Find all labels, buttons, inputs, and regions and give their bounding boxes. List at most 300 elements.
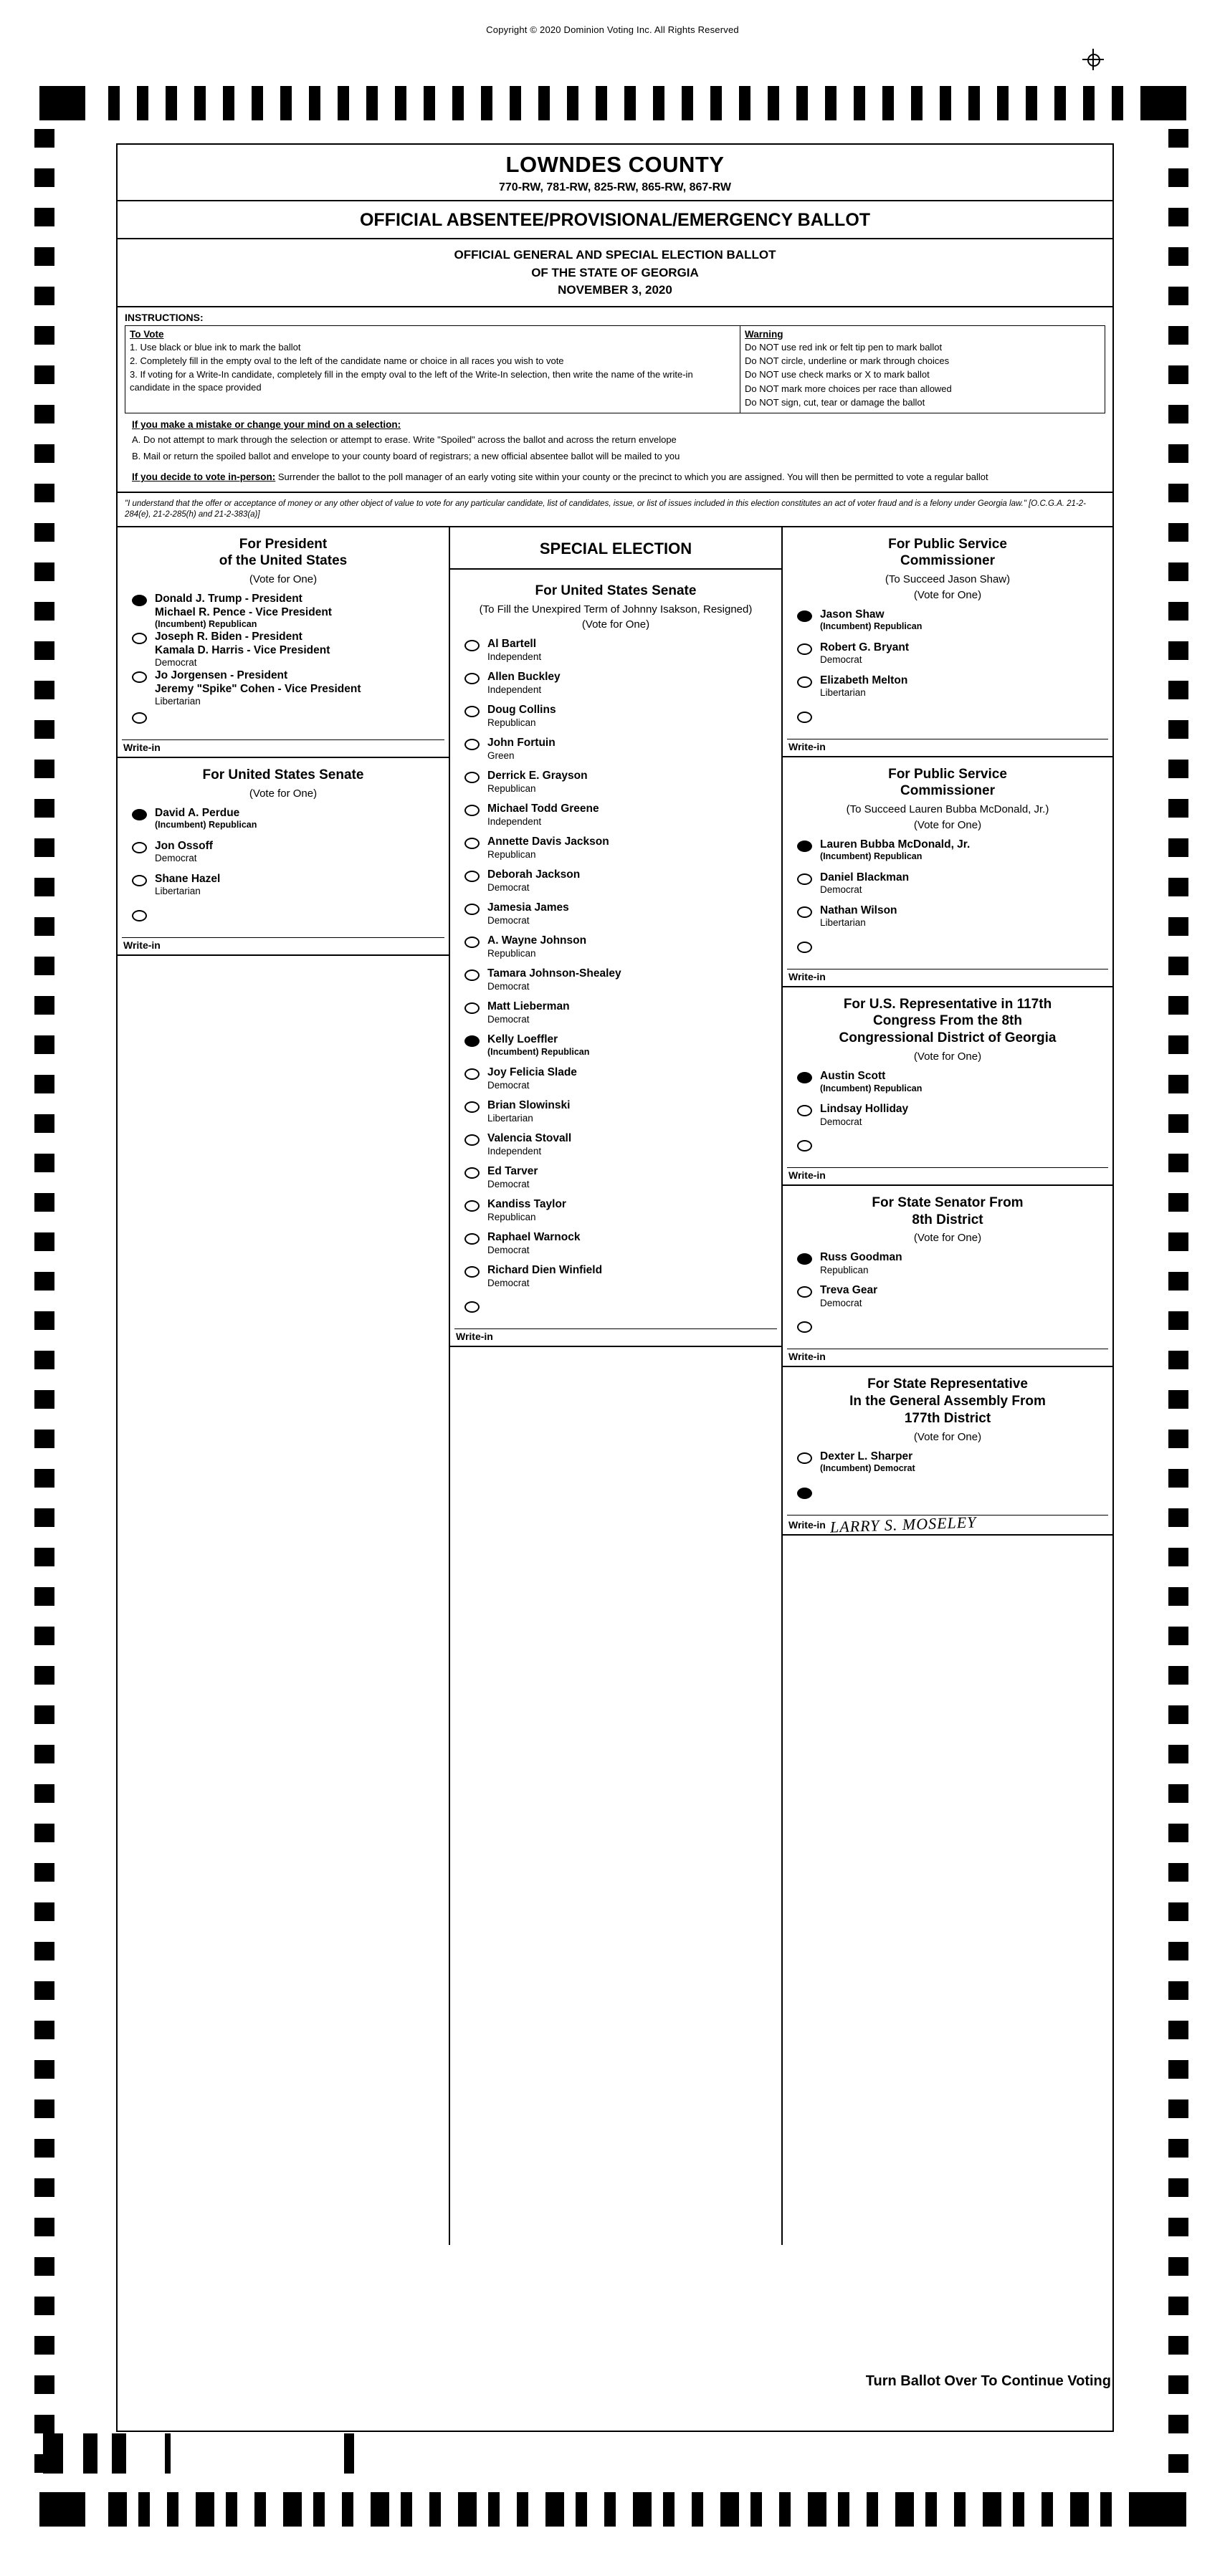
candidate-option[interactable] <box>450 1165 781 1198</box>
timing-mark <box>1168 1430 1188 1448</box>
timing-mark <box>34 681 54 699</box>
timing-mark <box>1168 720 1188 739</box>
candidate-option[interactable] <box>783 608 1112 641</box>
timing-mark <box>137 86 148 120</box>
timing-mark <box>604 2492 616 2527</box>
voter-fraud-attestation: "I understand that the offer or acceptance of money or any other object of value to vote for any particular candidate, list of candidates, issue, or list of issues included in this election constitutes an act of voter fraud and is a felony under Georgia law." [O.C.G.A. 21-2-284(e), 21-2-285(h) and 21-2-383(a)] <box>118 493 1112 527</box>
ballot-column-1 <box>118 527 450 2245</box>
write-in-label-row <box>118 938 449 954</box>
timing-mark <box>1168 1508 1188 1527</box>
timing-mark <box>401 2492 412 2527</box>
timing-mark <box>1168 1232 1188 1251</box>
candidate-name: Donald J. Trump - President <box>155 593 302 605</box>
timing-mark <box>34 1942 54 1960</box>
ballot-columns <box>118 527 1112 2245</box>
timing-mark <box>424 86 435 120</box>
candidate-oval[interactable] <box>464 1266 480 1278</box>
write-in-label-row <box>783 1168 1112 1184</box>
candidate-oval[interactable] <box>132 595 147 606</box>
timing-mark <box>710 86 722 120</box>
candidate-option[interactable] <box>450 1264 781 1297</box>
candidate-option[interactable] <box>450 803 781 835</box>
timing-mark <box>1168 1311 1188 1330</box>
contest-state-senator-8 <box>783 1186 1112 1368</box>
candidate-oval[interactable] <box>464 772 480 783</box>
timing-mark <box>488 2492 500 2527</box>
timing-mark <box>1168 2178 1188 2197</box>
candidate-party: Democrat <box>820 1116 862 1127</box>
timing-mark <box>1168 878 1188 896</box>
contest-vote-for: (Vote for One) <box>913 1050 982 1063</box>
official-ballot-title: OFFICIAL ABSENTEE/PROVISIONAL/EMERGENCY BALLOT <box>118 201 1112 239</box>
candidate-party: Independent <box>487 1146 542 1157</box>
candidate-option[interactable] <box>783 1284 1112 1317</box>
timing-mark <box>34 720 54 739</box>
timing-mark <box>34 838 54 857</box>
timing-mark <box>34 523 54 542</box>
write-in-oval[interactable] <box>797 1321 812 1333</box>
write-in-option[interactable] <box>450 1297 781 1326</box>
candidate-oval[interactable] <box>132 842 147 853</box>
candidate-party: (Incumbent) Republican <box>820 851 923 862</box>
timing-mark <box>34 917 54 936</box>
candidate-oval[interactable] <box>797 611 812 622</box>
candidate-oval[interactable] <box>464 871 480 882</box>
candidate-name: Joseph R. Biden - President <box>155 630 302 643</box>
inperson-text: Surrender the ballot to the poll manager of an early voting site within your county or the precinct to which you are assigned. You will then be permitted to vote a regular ballot <box>277 471 988 483</box>
timing-mark <box>1168 2218 1188 2236</box>
timing-mark <box>968 86 980 120</box>
timing-mark <box>1168 1587 1188 1606</box>
timing-mark <box>34 1902 54 1921</box>
candidate-oval[interactable] <box>132 875 147 886</box>
timing-mark <box>39 86 85 120</box>
candidate-oval[interactable] <box>464 706 480 717</box>
timing-mark <box>34 1548 54 1566</box>
candidate-option[interactable] <box>450 868 781 901</box>
timing-mark <box>1168 1390 1188 1409</box>
write-in-oval[interactable] <box>132 712 147 724</box>
write-in-option[interactable] <box>118 906 449 934</box>
timing-mark <box>1168 1193 1188 1212</box>
candidate-party: Libertarian <box>820 687 866 699</box>
candidate-oval[interactable] <box>464 1134 480 1146</box>
candidate-oval[interactable] <box>464 838 480 849</box>
contest-us-senate-regular <box>118 758 449 956</box>
candidate-name: Kelly Loeffler <box>487 1033 558 1046</box>
candidate-name: Annette Davis Jackson <box>487 835 609 848</box>
candidate-oval[interactable] <box>464 1101 480 1113</box>
timing-mark <box>911 86 923 120</box>
timing-mark <box>1026 86 1037 120</box>
candidate-option[interactable] <box>450 1033 781 1066</box>
candidate-party: (Incumbent) Democrat <box>820 1463 915 1474</box>
timing-mark <box>779 2492 791 2527</box>
timing-mark <box>34 2257 54 2276</box>
timing-mark <box>1168 1863 1188 1882</box>
timing-mark <box>34 1272 54 1291</box>
candidate-oval[interactable] <box>464 1035 480 1047</box>
candidate-oval[interactable] <box>797 1452 812 1464</box>
candidate-oval[interactable] <box>797 1286 812 1298</box>
timing-mark <box>34 2139 54 2158</box>
timing-mark <box>596 86 607 120</box>
timing-mark <box>1168 917 1188 936</box>
timing-mark <box>567 86 578 120</box>
candidate-option[interactable] <box>450 967 781 1000</box>
candidate-option[interactable] <box>450 1066 781 1099</box>
timing-mark <box>854 86 865 120</box>
timing-mark <box>34 996 54 1015</box>
candidate-party: Democrat <box>820 1298 862 1309</box>
timing-mark <box>34 1745 54 1763</box>
write-in-oval[interactable] <box>797 1488 812 1499</box>
candidate-option[interactable] <box>118 840 449 873</box>
write-in-label-row <box>783 1513 1112 1536</box>
timing-mark <box>983 2492 1001 2527</box>
timing-mark <box>254 2492 266 2527</box>
candidate-party: Republican <box>487 717 536 729</box>
timing-mark <box>108 86 120 120</box>
precinct-codes: 770-RW, 781-RW, 825-RW, 865-RW, 867-RW <box>499 181 731 193</box>
timing-marks-left <box>34 129 54 2479</box>
write-in-oval[interactable] <box>797 1140 812 1151</box>
timing-mark <box>1168 1824 1188 1842</box>
timing-mark <box>895 2492 914 2527</box>
timing-mark <box>34 365 54 384</box>
write-in-label-row <box>118 740 449 757</box>
candidate-option[interactable] <box>118 593 449 631</box>
candidate-oval[interactable] <box>797 1072 812 1083</box>
candidate-option[interactable] <box>450 704 781 737</box>
timing-mark <box>1168 1351 1188 1369</box>
candidate-option[interactable] <box>783 1251 1112 1284</box>
contest-subtitle: (To Fill the Unexpired Term of Johnny Isakson, Resigned) <box>479 603 753 616</box>
candidate-name: Valencia Stovall <box>487 1132 572 1145</box>
special-election-banner: SPECIAL ELECTION <box>450 527 781 570</box>
timing-mark <box>1168 523 1188 542</box>
timing-mark <box>768 86 779 120</box>
timing-mark <box>34 878 54 896</box>
candidate-option[interactable] <box>450 934 781 967</box>
timing-mark <box>739 86 750 120</box>
timing-mark <box>34 1075 54 1093</box>
timing-mark <box>167 2492 178 2527</box>
timing-mark <box>34 957 54 975</box>
timing-mark <box>925 2492 937 2527</box>
candidate-option[interactable] <box>783 641 1112 674</box>
candidate-option[interactable] <box>783 838 1112 871</box>
candidate-running-mate: Kamala D. Harris - Vice President <box>155 643 330 656</box>
contest-vote-for: (Vote for One) <box>249 787 318 800</box>
candidate-option[interactable] <box>450 1099 781 1132</box>
candidate-oval[interactable] <box>464 904 480 915</box>
timing-mark <box>112 2433 126 2474</box>
candidate-option[interactable] <box>450 901 781 934</box>
write-in-label-row <box>450 1329 781 1346</box>
contest-title: For State Senator From 8th District <box>872 1194 1024 1227</box>
timing-mark <box>34 484 54 502</box>
candidate-option[interactable] <box>450 835 781 868</box>
candidate-name: Tamara Johnson-Shealey <box>487 967 621 980</box>
candidate-name: Austin Scott <box>820 1069 886 1082</box>
candidate-option[interactable] <box>450 1231 781 1264</box>
candidate-party: Democrat <box>155 853 197 864</box>
timing-mark <box>34 1193 54 1212</box>
timing-mark <box>34 2021 54 2039</box>
timing-mark <box>1168 2336 1188 2355</box>
timing-mark <box>1168 2139 1188 2158</box>
candidate-party: Libertarian <box>820 917 866 929</box>
timing-mark <box>34 1627 54 1645</box>
mistake-option-a: A. Do not attempt to mark through the selection or attempt to erase. Write "Spoiled" across the ballot and across the return envelope <box>132 434 677 446</box>
to-vote-item-2: 2. Completely fill in the empty oval to the left of the candidate name or choice in all races you wish to vote <box>130 355 564 367</box>
write-in-label: Write-in <box>788 1169 826 1181</box>
timing-mark <box>34 2297 54 2315</box>
candidate-name: Al Bartell <box>487 638 537 651</box>
candidate-name: Doug Collins <box>487 704 556 717</box>
contest-title: For State Representative In the General Assembly From 177th District <box>849 1376 1046 1426</box>
timing-mark <box>1168 2375 1188 2394</box>
candidate-name: Jason Shaw <box>820 608 885 621</box>
timing-mark <box>34 1981 54 2000</box>
contest-subtitle: (To Succeed Jason Shaw) <box>885 573 1011 586</box>
candidate-name: Michael Todd Greene <box>487 803 599 815</box>
candidate-option[interactable] <box>450 638 781 671</box>
candidate-oval[interactable] <box>797 676 812 688</box>
candidate-option[interactable] <box>450 770 781 803</box>
warning-item-2: Do NOT circle, underline or mark through choices <box>745 355 950 367</box>
contest-title: For United States Senate <box>535 583 697 599</box>
timing-mark <box>34 760 54 778</box>
candidate-oval[interactable] <box>464 1200 480 1212</box>
candidate-oval[interactable] <box>797 873 812 885</box>
candidate-oval[interactable] <box>464 673 480 684</box>
write-in-label-row <box>783 969 1112 986</box>
warning-box <box>740 325 1105 413</box>
candidate-oval[interactable] <box>464 739 480 750</box>
timing-mark <box>1129 2492 1140 2527</box>
copyright-notice: Copyright © 2020 Dominion Voting Inc. All Rights Reserved <box>486 24 739 35</box>
timing-mark <box>538 86 550 120</box>
timing-mark <box>34 287 54 305</box>
timing-mark <box>882 86 894 120</box>
candidate-name: Joy Felicia Slade <box>487 1066 577 1079</box>
candidate-name: Robert G. Bryant <box>820 641 910 653</box>
timing-mark <box>1168 562 1188 581</box>
timing-mark <box>481 86 492 120</box>
candidate-oval[interactable] <box>464 1167 480 1179</box>
candidate-running-mate: Michael R. Pence - Vice President <box>155 605 332 618</box>
candidate-name: Shane Hazel <box>155 872 221 885</box>
timing-mark <box>1168 681 1188 699</box>
candidate-option[interactable] <box>783 1103 1112 1136</box>
timing-mark <box>545 2492 564 2527</box>
timing-mark <box>34 2415 54 2433</box>
contest-state-rep-177 <box>783 1367 1112 1535</box>
candidate-party: Independent <box>487 651 542 663</box>
timing-mark <box>252 86 263 120</box>
candidate-party: Republican <box>820 1265 869 1276</box>
contest-title: For U.S. Representative in 117th Congress From the 8th Congressional District of Georgia <box>839 996 1057 1046</box>
timing-mark <box>1168 1548 1188 1566</box>
candidate-party: Libertarian <box>155 696 201 707</box>
write-in-option[interactable] <box>783 1317 1112 1346</box>
write-in-label: Write-in <box>788 1518 826 1531</box>
timing-mark <box>1168 1981 1188 2000</box>
candidate-option[interactable] <box>783 904 1112 937</box>
write-in-oval[interactable] <box>797 712 812 723</box>
candidate-option[interactable] <box>118 807 449 840</box>
timing-mark <box>34 562 54 581</box>
timing-mark <box>1140 86 1186 120</box>
candidate-oval[interactable] <box>797 906 812 918</box>
contest-psc-shaw <box>783 527 1112 757</box>
timing-mark <box>1168 168 1188 187</box>
candidate-oval[interactable] <box>464 640 480 651</box>
timing-mark <box>366 86 378 120</box>
candidate-option[interactable] <box>450 737 781 770</box>
write-in-option[interactable] <box>783 1136 1112 1164</box>
candidate-option[interactable] <box>783 674 1112 707</box>
candidate-oval[interactable] <box>797 1105 812 1116</box>
ballot-header <box>118 145 1112 201</box>
timing-mark <box>342 2492 353 2527</box>
timing-mark <box>720 2492 739 2527</box>
candidate-oval[interactable] <box>464 1233 480 1245</box>
candidate-option[interactable] <box>118 631 449 669</box>
general-election-title <box>118 239 1112 307</box>
candidate-party: Libertarian <box>487 1113 533 1124</box>
candidate-name: Jo Jorgensen - President <box>155 669 288 682</box>
write-in-option[interactable] <box>783 707 1112 736</box>
candidate-name: Lindsay Holliday <box>820 1102 909 1115</box>
candidate-option[interactable] <box>450 1132 781 1165</box>
timing-mark <box>682 86 693 120</box>
candidate-option[interactable] <box>450 1198 781 1231</box>
candidate-name: Matt Lieberman <box>487 1000 570 1013</box>
candidate-oval[interactable] <box>797 643 812 655</box>
candidate-oval[interactable] <box>132 809 147 820</box>
write-in-oval[interactable] <box>797 942 812 953</box>
timing-mark <box>808 2492 826 2527</box>
timing-mark <box>34 2099 54 2118</box>
candidate-oval[interactable] <box>464 805 480 816</box>
candidate-party: Democrat <box>487 882 530 894</box>
timing-mark <box>347 2433 351 2474</box>
timing-mark <box>34 1705 54 1724</box>
candidate-name: Ed Tarver <box>487 1165 538 1178</box>
contest-title: For United States Senate <box>202 767 364 783</box>
timing-mark <box>1168 1942 1188 1960</box>
timing-mark <box>34 1587 54 1606</box>
timing-mark <box>1168 838 1188 857</box>
candidate-option[interactable] <box>118 669 449 708</box>
candidate-party: Democrat <box>487 1179 530 1190</box>
timing-mark <box>34 1863 54 1882</box>
write-in-oval[interactable] <box>132 910 147 921</box>
contest-subtitle: (To Succeed Lauren Bubba McDonald, Jr.) <box>846 803 1049 816</box>
candidate-oval[interactable] <box>132 633 147 644</box>
candidate-oval[interactable] <box>132 671 147 683</box>
candidate-option[interactable] <box>450 671 781 704</box>
timing-mark <box>1168 2454 1188 2473</box>
write-in-option[interactable] <box>118 708 449 737</box>
timing-mark <box>1168 641 1188 660</box>
timing-mark <box>1168 247 1188 266</box>
timing-mark <box>138 2492 150 2527</box>
timing-mark <box>34 208 54 226</box>
timing-mark <box>34 247 54 266</box>
candidate-name: Russ Goodman <box>820 1251 902 1264</box>
candidate-name: Raphael Warnock <box>487 1231 581 1244</box>
write-in-option[interactable] <box>783 937 1112 966</box>
write-in-option[interactable] <box>783 1483 1112 1512</box>
candidate-party: Independent <box>487 684 542 696</box>
ballot-column-3 <box>783 527 1112 2245</box>
timing-mark <box>1168 2415 1188 2433</box>
warning-item-1: Do NOT use red ink or felt tip pen to mark ballot <box>745 341 943 353</box>
timing-mark <box>34 1035 54 1054</box>
candidate-oval[interactable] <box>464 969 480 981</box>
candidate-name: Jamesia James <box>487 901 569 914</box>
candidate-option[interactable] <box>783 1450 1112 1483</box>
candidate-option[interactable] <box>783 1070 1112 1103</box>
timing-mark <box>34 1232 54 1251</box>
timing-mark <box>1100 2492 1112 2527</box>
write-in-label: Write-in <box>123 939 161 951</box>
candidate-name: Brian Slowinski <box>487 1099 571 1112</box>
timing-mark <box>653 86 664 120</box>
timing-mark <box>34 1390 54 1409</box>
ballot-column-2 <box>450 527 783 2245</box>
timing-mark <box>1168 760 1188 778</box>
candidate-party: Green <box>487 750 515 762</box>
candidate-oval[interactable] <box>797 841 812 852</box>
candidate-name: Derrick E. Grayson <box>487 770 588 782</box>
timing-mark <box>1042 2492 1053 2527</box>
timing-mark <box>838 2492 849 2527</box>
general-line-1: OFFICIAL GENERAL AND SPECIAL ELECTION BALLOT <box>454 248 776 262</box>
candidate-oval[interactable] <box>797 1253 812 1265</box>
timing-mark <box>34 1351 54 1369</box>
timing-mark <box>1070 2492 1089 2527</box>
candidate-option[interactable] <box>118 873 449 906</box>
candidate-option[interactable] <box>450 1000 781 1033</box>
candidate-oval[interactable] <box>464 1002 480 1014</box>
timing-mark <box>692 2492 703 2527</box>
contest-title: For Public Service Commissioner <box>888 536 1007 569</box>
timing-mark <box>1168 1902 1188 1921</box>
candidate-party: Democrat <box>820 654 862 666</box>
inperson-title: If you decide to vote in-person: <box>132 471 276 483</box>
candidate-oval[interactable] <box>464 1068 480 1080</box>
timing-mark <box>1168 326 1188 345</box>
candidate-option[interactable] <box>783 871 1112 904</box>
candidate-party: Republican <box>487 1212 536 1223</box>
timing-mark <box>1168 602 1188 621</box>
candidate-party: (Incumbent) Republican <box>820 1083 923 1093</box>
contest-title: For Public Service Commissioner <box>888 766 1007 799</box>
timing-mark <box>1168 1705 1188 1724</box>
candidate-oval[interactable] <box>464 937 480 948</box>
candidate-party: Democrat <box>487 1278 530 1289</box>
write-in-oval[interactable] <box>464 1301 480 1313</box>
timing-mark <box>1168 2021 1188 2039</box>
timing-mark <box>1168 2060 1188 2079</box>
timing-mark <box>1013 2492 1024 2527</box>
timing-mark <box>34 1154 54 1172</box>
